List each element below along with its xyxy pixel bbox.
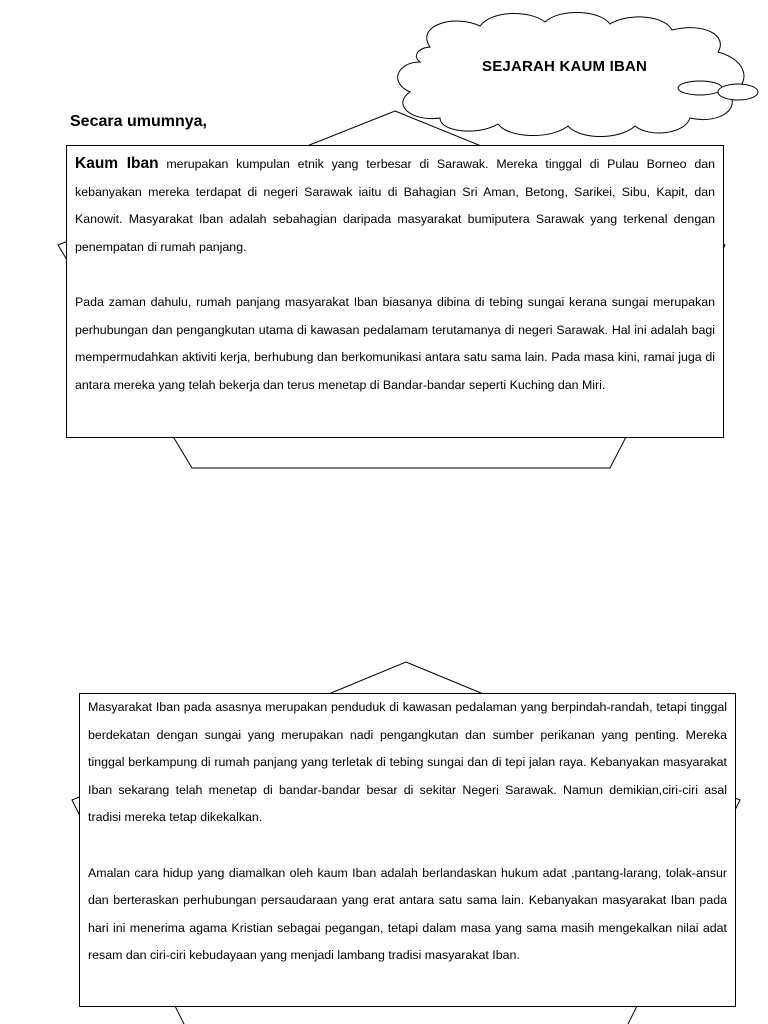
text-box-2 [79, 693, 736, 1007]
paragraph [75, 150, 715, 261]
paragraph: Pada zaman dahulu, rumah panjang masyarakat Iban biasanya dibina di tebing sungai kerana sungai merupakan perhubungan dan pengangkutan utama di kawasan pedalamam terutamanya di negeri Sarawak. Hal ini adalah bagi mempermudahkan aktiviti kerja, berhubung dan berkomunikasi antara satu sama lain. Pada masa kini, ramai juga di antara mereka yang telah bekerja dan terus menetap di Bandar-bandar seperti Kuching dan Miri. [75, 295, 715, 392]
lead-term: Kaum Iban [75, 155, 159, 172]
text-box-1 [66, 145, 724, 438]
paragraph: Amalan cara hidup yang diamalkan oleh kaum Iban adalah berlandaskan hukum adat ,pantang-larang, tolak-ansur dan berteraskan perhubungan persaudaraan yang erat antara satu sama lain. Kebanyakan masyarakat Iban pada hari ini menerima agama Kristian sebagai pegangan, tetapi dalam masa yang sama masih mengekalkan nilai adat resam dan ciri-ciri kebudayaan yang menjadi lambang tradisi masyarakat Iban. [88, 865, 727, 962]
page-title: SEJARAH KAUM IBAN [482, 58, 648, 75]
paragraph: Masyarakat Iban pada asasnya merupakan penduduk di kawasan pedalaman yang berpindah-randah, tetapi tinggal berdekatan dengan sungai yang merupakan nadi pengangkutan dan sumber perikanan yang penting. Mereka tinggal berkampung di rumah panjang yang terletak di tebing sungai dan di tepi jalan raya. Kebanyakan masyarakat Iban sekarang telah menetap di bandar-bandar besar di sekitar Negeri Sarawak. Namun demikian,ciri-ciri asal tradisi mereka tetap dikekalkan. [88, 700, 727, 824]
paragraph-text: merupakan kumpulan etnik yang terbesar di Sarawak. Mereka tinggal di Pulau Borneo dan kebanyakan mereka terdapat di negeri Sarawak iaitu di Bahagian Sri Aman, Betong, Sarikei, Sibu, Kapit, dan Kanowit. Masyarakat Iban adalah sebahagian daripada masyarakat bumiputera Sarawak yang terkenal dengan penempatan di rumah panjang. [75, 157, 715, 254]
intro-heading: Secara umumnya, [70, 113, 207, 130]
